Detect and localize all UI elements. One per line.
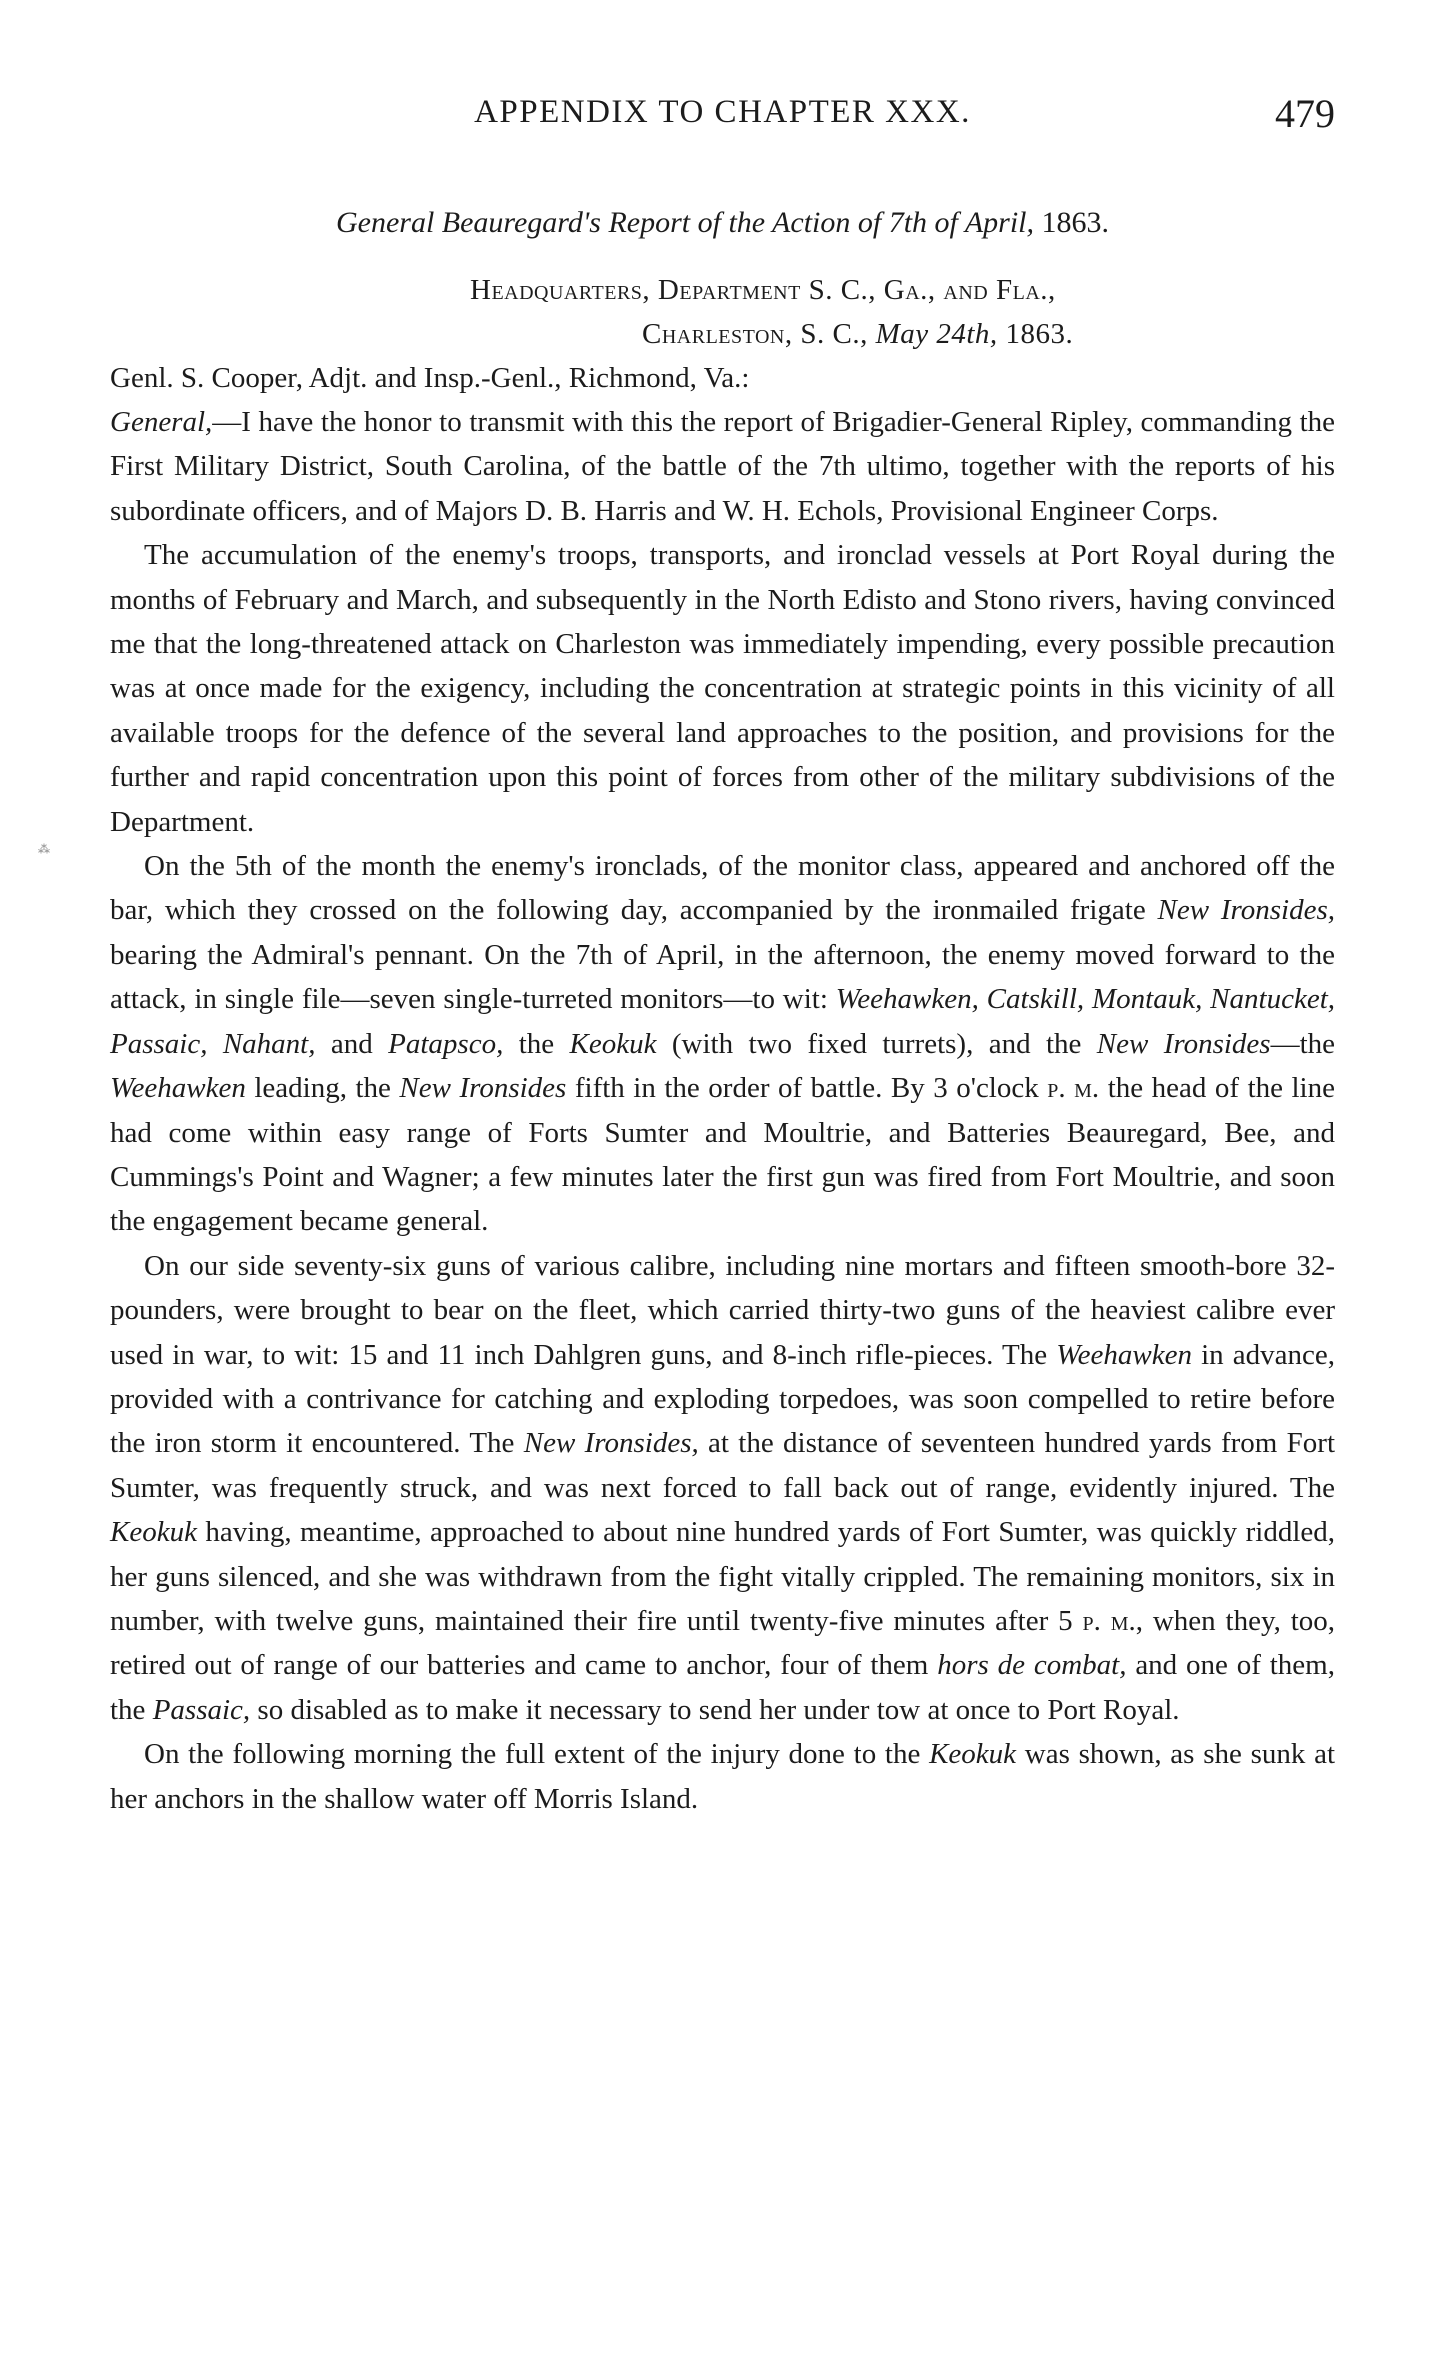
ship-name: New Ironsides,	[523, 1427, 699, 1460]
paragraph-1	[110, 400, 1335, 533]
ship-name: Patapsco,	[388, 1027, 504, 1060]
ship-name: New Ironsides,	[1157, 894, 1335, 927]
paragraph-3	[110, 844, 1335, 1244]
text-run: —the	[1270, 1027, 1336, 1060]
running-title: APPENDIX TO CHAPTER XXX.	[474, 94, 971, 130]
ship-name: Passaic,	[152, 1693, 251, 1726]
time-abbrev: p. m.	[1047, 1072, 1100, 1105]
text-run: when they, too, retired out of range of our batteries and came to anchor, four of them	[110, 1604, 1336, 1682]
salutation: General,	[110, 406, 213, 438]
time-abbrev: p. m.,	[1082, 1604, 1143, 1637]
paragraph-2: The accumulation of the enemy's troops, transports, and ironclad vessels at Port Royal during the months of February and March, and subsequently in the North Edisto and Stono rivers, having convinced me that the long-threatened attack on Charleston was immediately impending, every possible precaution was at once made for the exigency, including the concentration at strategic points in this vicinity of all available troops for the defence of the several land approaches to the position, and provisions for the further and rapid concentration upon this point of forces from other of the military subdivisions of the Department.	[110, 539, 1335, 838]
ship-name: New Ironsides	[399, 1072, 567, 1105]
ship-name: Keokuk	[929, 1738, 1017, 1771]
document-title-italic: General Beauregard's Report of the Action of 7th of April,	[335, 206, 1034, 239]
place-date-line	[110, 312, 1335, 356]
text-run: bearing the Admiral's pennant. On the 7th of April, in the afternoon, the enemy moved forward to the attack, in single file—seven single-turreted monitors—to wit:	[110, 938, 1335, 1016]
text-run: fifth in the order of battle. By 3 o'clock	[566, 1072, 1048, 1105]
ship-name: Weehawken	[110, 1072, 246, 1105]
date: May 24th,	[875, 318, 998, 350]
ship-name: Weehawken	[1056, 1338, 1193, 1371]
text-run: the	[503, 1027, 570, 1060]
document-title-year: 1863.	[1041, 206, 1109, 239]
margin-speck: ⁂	[38, 842, 50, 856]
book-page	[110, 90, 1335, 1821]
text-run: at the distance of seventeen hundred yards from Fort Sumter, was frequently struck, and was next forced to fall back out of range, evidently injured. The	[110, 1427, 1335, 1504]
text-run: (with two fixed turrets), and the	[656, 1027, 1097, 1060]
paragraph-4	[110, 1244, 1335, 1732]
text-run: On the 5th of the month the enemy's ironclads, of the monitor class, appeared and anchored off the bar, which they crossed on the following day, accompanied by the ironmailed frigate	[110, 850, 1335, 927]
text-run: having, meantime, approached to about nine hundred yards of Fort Sumter, was quickly riddled, her guns silenced, and she was withdrawn from the fight vitally crippled. The remaining monitors, six in number, with twelve guns, maintained their fire until twenty-five minutes after 5	[110, 1516, 1335, 1637]
paragraph-1-text: —I have the honor to transmit with this the report of Brigadier-General Ripley, commanding the First Military District, South Carolina, of the battle of the 7th ultimo, together with the reports of his subordinate officers, and of Majors D. B. Harris and W. H. Echols, Provisional Engineer Corps.	[110, 406, 1335, 527]
text-run: leading, the	[245, 1072, 400, 1105]
text-run: and	[315, 1027, 389, 1060]
year: 1863.	[1005, 318, 1074, 350]
text-run: so disabled as to make it necessary to send her under tow at once to Port Royal.	[250, 1693, 1180, 1726]
text-run: On the following morning the full extent of the injury done to the	[144, 1738, 930, 1771]
addressee: Genl. S. Cooper, Adjt. and Insp.-Genl., Richmond, Va.:	[110, 362, 750, 394]
ship-name: Keokuk	[569, 1027, 657, 1060]
paragraph-5	[110, 1732, 1335, 1821]
foreign-phrase: hors de combat,	[937, 1649, 1127, 1682]
text-run: in advance, provided with a contrivance for catching and exploding torpedoes, was soon compelled to retire before the iron storm it encountered. The	[110, 1338, 1335, 1460]
ship-list: Weehawken, Catskill, Montauk, Nantucket, Passaic, Nahant,	[110, 983, 1335, 1060]
text-run: and one of them, the	[110, 1649, 1335, 1726]
text-run: the head of the line had come within easy range of Forts Sumter and Moultrie, and Batteries Beauregard, Bee, and Cummings's Point and Wagner; a few minutes later the first gun was fired from Fort Moultrie, and soon the engagement became general.	[110, 1072, 1335, 1238]
running-head	[110, 90, 1335, 150]
text-run: was shown, as she sunk at her anchors in the shallow water off Morris Island.	[110, 1738, 1336, 1815]
ship-name: Keokuk	[110, 1516, 197, 1549]
headquarters-line: Headquarters, Department S. C., Ga., and Fla.,	[470, 274, 1056, 306]
place: Charleston, S. C.,	[642, 318, 868, 350]
ship-name: New Ironsides	[1096, 1027, 1271, 1060]
text-run: On our side seventy-six guns of various calibre, including nine mortars and fifteen smooth-bore 32-pounders, were brought to bear on the fleet, which carried thirty-two guns of the heaviest calibre ever used in war, to wit: 15 and 11 inch Dahlgren guns, and 8-inch rifle-pieces. The	[110, 1249, 1335, 1371]
page-number: 479	[1275, 91, 1335, 136]
document-title	[110, 206, 1335, 240]
